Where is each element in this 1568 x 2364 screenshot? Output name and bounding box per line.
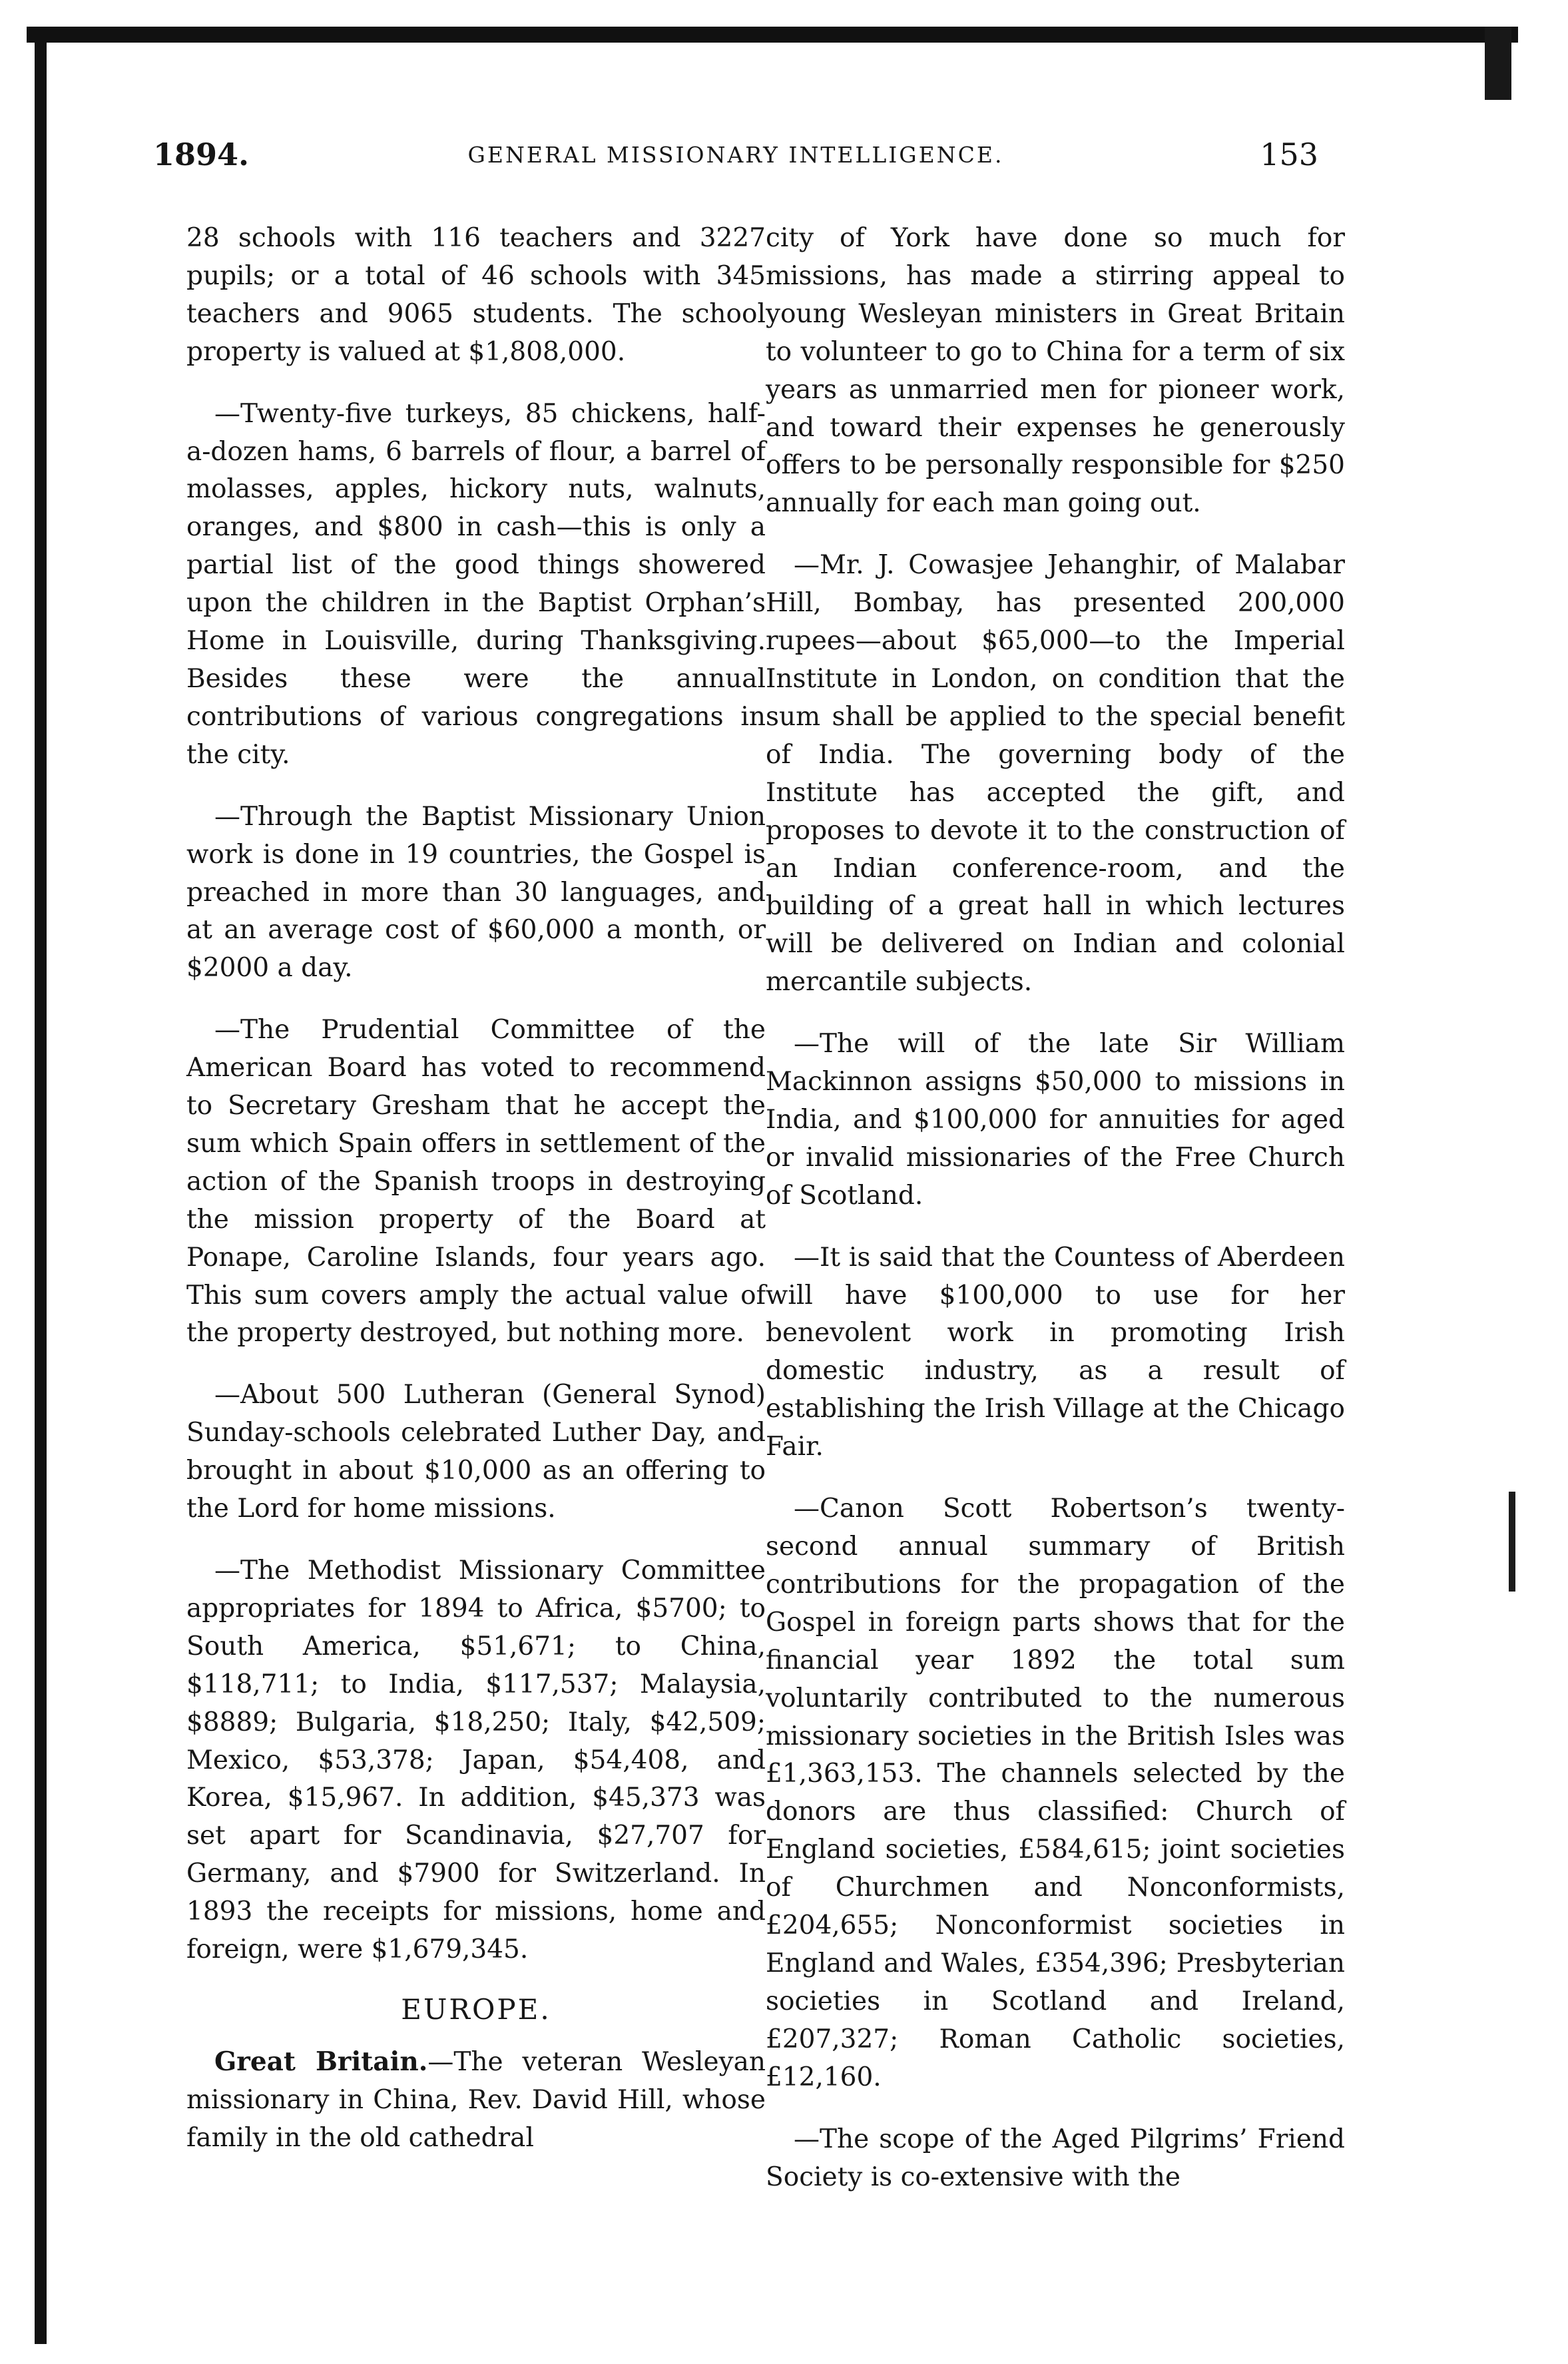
paragraph: —Twenty-five turkeys, 85 chickens, half-a-dozen hams, 6 barrels of flour, a barrel of molasses, apples, hickory nuts, walnuts, oranges, and $800 in cash—this is only a partial list of the good things showered upon the children in the Baptist Orphan’s Home in Louisville, during Thanksgiving. Besides these were the annual contributions of various congregations in the city. (186, 398, 766, 770)
paragraph-text: —The veteran Wesleyan missionary in China, Rev. David Hill, whose family in the old cathedral (186, 2046, 766, 2153)
paragraph: 28 schools with 116 teachers and 3227 pupils; or a total of 46 schools with 345 teachers and 9065 students. The school property is valued at $1,808,000. (186, 223, 766, 367)
scan-corner-mark (1485, 27, 1511, 100)
paragraph: city of York have done so much for missions, has made a stirring appeal to young Wesleyan ministers in Great Britain to volunteer to go to China for a term of six years as unmarried men for pioneer work, and toward their expenses he generously offers to be personally responsible for $250 annually for each man going out. (766, 223, 1345, 519)
top-border-rule (27, 27, 1518, 43)
running-head (153, 137, 1318, 176)
paragraph: —About 500 Lutheran (General Synod) Sunday-schools celebrated Luther Day, and brought in about $10,000 as an offering to the Lord for home missions. (186, 1380, 766, 1524)
paragraph: —The Methodist Missionary Committee appropriates for 1894 to Africa, $5700; to South America, $51,671; to China, $118,711; to India, $117,537; Malaysia, $8889; Bulgaria, $18,250; Italy, $42,509; Mexico, $53,378; Japan, $54,408, and Korea, $15,967. In addition, $45,373 was set apart for Scandinavia, $27,707 for Germany, and $7900 for Switzerland. In 1893 the receipts for missions, home and foreign, were $1,679,345. (186, 1556, 766, 1965)
paragraph: —Through the Baptist Missionary Union work is done in 19 countries, the Gospel is preached in more than 30 languages, and at an average cost of $60,000 a month, or $2000 a day. (186, 801, 766, 984)
paragraph: —It is said that the Countess of Aberdeen will have $100,000 to use for her benevolent work in promoting Irish domestic industry, as a result of establishing the Irish Village at the Chicago Fair. (766, 1242, 1345, 1462)
paragraph: —Canon Scott Robertson’s twenty-second annual summary of British contributions for the propagation of the Gospel in foreign parts shows that for the financial year 1892 the total sum voluntarily contributed to the numerous missionary societies in the British Isles was £1,363,153. The channels selected by the donors are thus classified: Church of England societies, £584,615; joint societies of Churchmen and Nonconformists, £204,655; Nonconformist societies in England and Wales, £354,396; Presbyterian societies in Scotland and Ireland, £207,327; Roman Catholic societies, £12,160. (766, 1494, 1345, 2092)
paragraph (186, 2043, 766, 2158)
page-year: 1894. (153, 137, 250, 172)
scan-margin-mark (1509, 1492, 1515, 1592)
section-heading-europe: EUROPE. (401, 1992, 551, 2026)
left-border-rule (35, 40, 47, 2344)
paragraph-lead: Great Britain. (214, 2046, 428, 2077)
page-heading: GENERAL MISSIONARY INTELLIGENCE. (467, 142, 1004, 168)
right-column (766, 220, 1345, 2317)
left-column (186, 220, 766, 2317)
page-number: 153 (1260, 137, 1318, 172)
paragraph: —Mr. J. Cowasjee Jehanghir, of Malabar Hill, Bombay, has presented 200,000 rupees—about $65,000—to the Imperial Institute in London, on condition that the sum shall be applied to the special benefit of India. The governing body of the Institute has accepted the gift, and proposes to devote it to the construction of an Indian conference-room, and the building of a great hall in which lectures will be delivered on Indian and colonial mercantile subjects. (766, 550, 1345, 998)
paragraph: —The scope of the Aged Pilgrims’ Friend Society is co-extensive with the (766, 2124, 1345, 2192)
paragraph: —The will of the late Sir William Mackinnon assigns $50,000 to missions in India, and $100,000 for annuities for aged or invalid missionaries of the Free Church of Scotland. (766, 1029, 1345, 1211)
paragraph: —The Prudential Committee of the American Board has voted to recommend to Secretary Gresham that he accept the sum which Spain offers in settlement of the action of the Spanish troops in destroying the mission property of the Board at Ponape, Caroline Islands, four years ago. This sum covers amply the actual value of the property destroyed, but nothing more. (186, 1015, 766, 1348)
